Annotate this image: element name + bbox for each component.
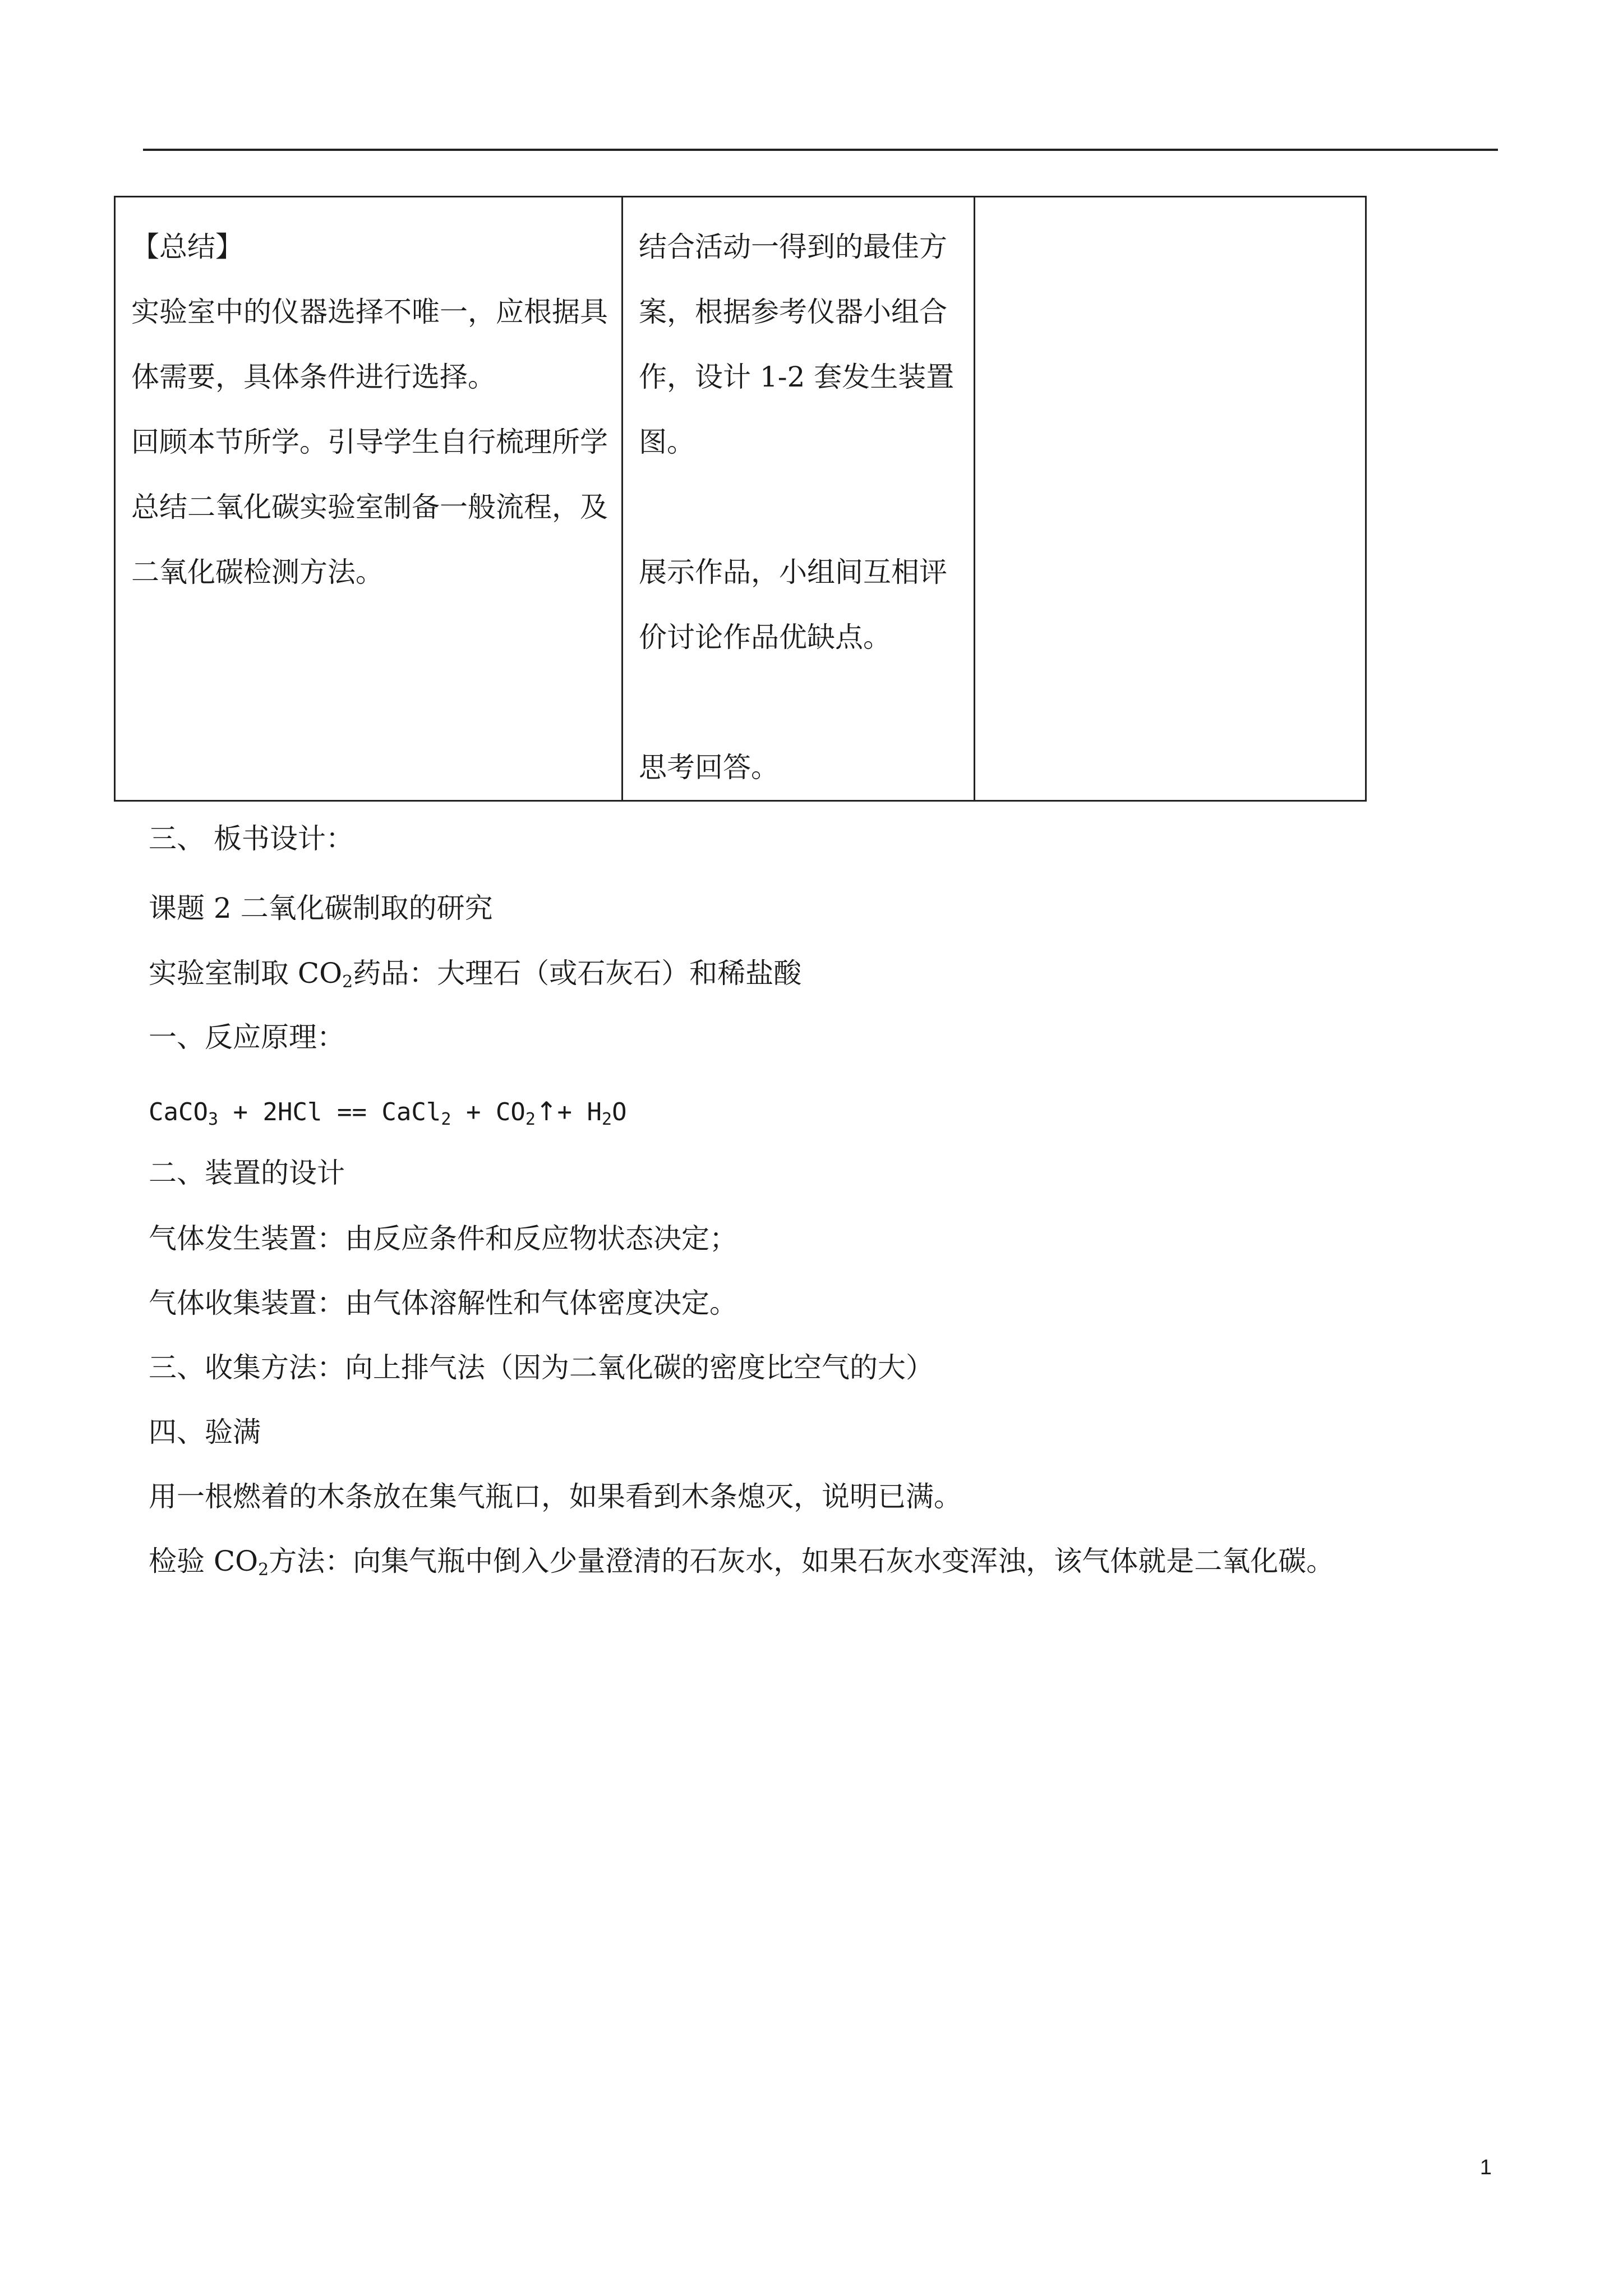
activity-line: 结合活动一得到的最佳方: [639, 231, 947, 263]
detect-line: 检验 $CO_2$方法：向集气瓶中倒入少量澄清的石灰水，如果石灰水变浑浊，该气体就是二氧化碳。: [149, 1545, 1335, 1580]
summary-line: 实验室中的仪器选择不唯一，应根据具: [131, 296, 608, 328]
activity-line: 价讨论作品优缺点。: [639, 621, 891, 654]
activity-line: 图。: [639, 426, 695, 458]
full-check-line: 用一根燃着的木条放在集气瓶口，如果看到木条熄灭，说明已满。: [149, 1480, 962, 1513]
principle-heading: 一、反应原理：: [149, 1021, 345, 1053]
full-check-heading: 四、验满: [149, 1416, 261, 1448]
empty-cell: [975, 197, 1366, 801]
generator-line: 气体发生装置：由反应条件和反应物状态决定；: [149, 1222, 737, 1255]
reagents-line: 实验室制取 $CO_2$药品：大理石（或石灰石）和稀盐酸: [149, 957, 802, 992]
gas-arrow-icon: ↑: [535, 1096, 557, 1126]
method-line: 三、收集方法：向上排气法（因为二氧化碳的密度比空气的大）: [149, 1351, 934, 1384]
section-title: 三、 板书设计：: [149, 822, 354, 855]
student-activity-cell: [623, 197, 975, 801]
lesson-table: [114, 196, 1367, 802]
activity-line: 思考回答。: [639, 751, 779, 784]
summary-line: 二氧化碳检测方法。: [131, 556, 384, 588]
summary-line: 回顾本节所学。引导学生自行梳理所学: [131, 426, 608, 458]
table-row: [115, 197, 1366, 801]
activity-line: 案，根据参考仪器小组合: [639, 296, 947, 328]
device-heading: 二、装置的设计: [149, 1157, 345, 1189]
header-rule: [143, 149, 1498, 151]
summary-heading: 【总结】: [131, 231, 243, 263]
activity-line: 展示作品，小组间互相评: [639, 556, 947, 588]
page-number: 1: [1479, 2156, 1492, 2179]
summary-cell: [115, 197, 623, 801]
chemical-equation: CaCO$_3$ + 2HCl == CaCl$_2$ + $CO_2↑+ H_2O$: [149, 1096, 627, 1129]
summary-line: 总结二氧化碳实验室制备一般流程，及: [131, 491, 608, 523]
topic-title: 课题 2 二氧化碳制取的研究: [149, 892, 493, 924]
collector-line: 气体收集装置：由气体溶解性和气体密度决定。: [149, 1287, 737, 1319]
summary-line: 体需要，具体条件进行选择。: [131, 361, 496, 393]
activity-line: 作，设计 1-2 套发生装置: [639, 361, 955, 393]
